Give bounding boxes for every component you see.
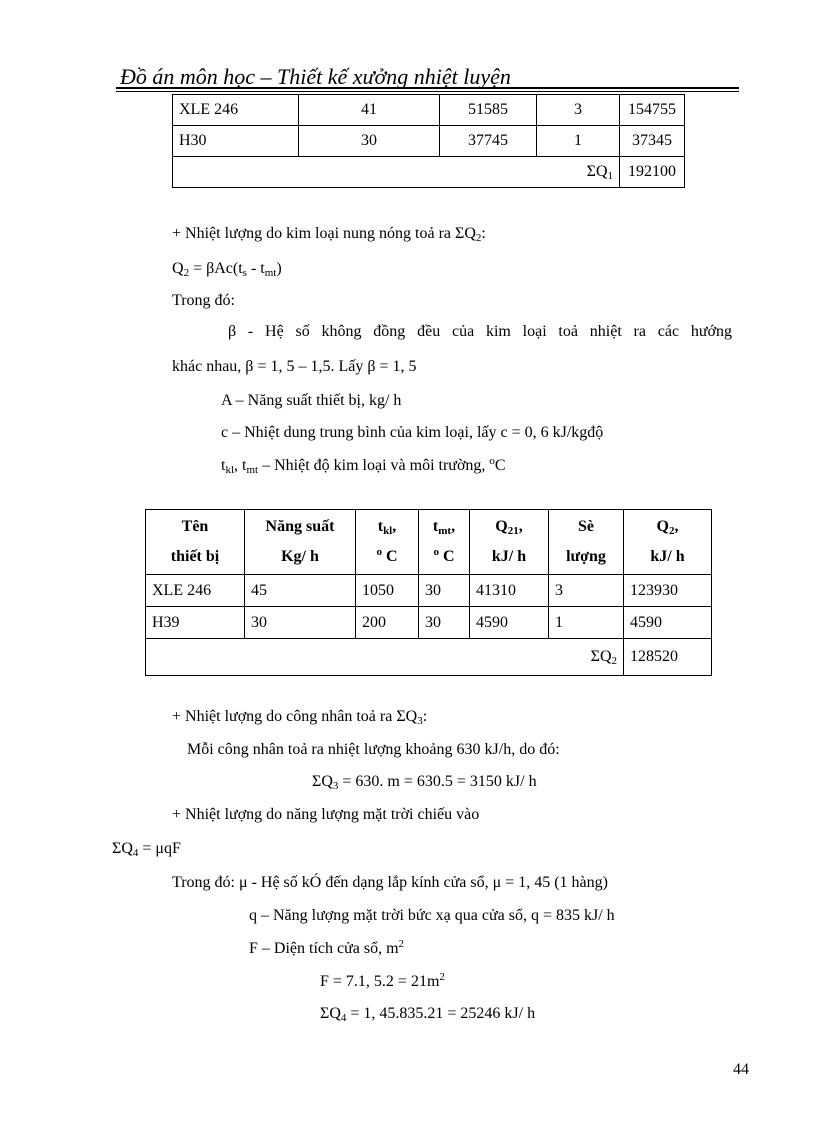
table-cell: 37345	[620, 126, 685, 157]
page-number: 44	[733, 1061, 749, 1078]
header-cell	[245, 510, 356, 575]
t-sup: o	[489, 455, 495, 467]
table-cell: 45	[245, 575, 356, 607]
q-definition: q – Năng lượng mặt trời bức xạ qua cửa sổ, q = 835 kJ/ h	[249, 907, 615, 924]
header-line: Tên	[181, 518, 209, 535]
heading-sub: 2	[475, 232, 482, 244]
formula-sub: mt	[264, 267, 277, 279]
table-row	[146, 575, 712, 607]
header-line: lượng	[566, 548, 606, 565]
section3-heading	[172, 708, 427, 726]
table-row	[146, 607, 712, 639]
header-line: ,	[392, 518, 397, 535]
header-line: ,	[518, 518, 523, 535]
formula-part: = μqF	[138, 840, 181, 857]
header-line: C	[381, 548, 398, 565]
table-cell: 51585	[440, 95, 537, 126]
table-cell: H39	[146, 607, 245, 639]
worker-heat-line: Mỗi công nhân toả ra nhiệt lượng khoảng 630 kJ/h, do đó:	[187, 741, 560, 758]
formula-part: = 1, 45.835.21 = 25246 kJ/ h	[346, 1005, 536, 1022]
page-header-title: Đồ án môn học – Thiết kế xưởng nhiệt luyện	[120, 64, 511, 89]
formula-sub: 4	[132, 847, 139, 859]
header-line: t	[432, 518, 439, 535]
f-sup: 2	[439, 971, 445, 983]
heading-end: :	[481, 225, 486, 242]
beta-line-2: khác nhau, β = 1, 5 – 1,5. Lấy β = 1, 5	[172, 358, 417, 375]
header-line: Kg/ h	[281, 548, 319, 565]
formula-sub: 2	[183, 267, 190, 279]
heading-text: + Nhiệt lượng do công nhân toả ra ΣQ	[172, 708, 418, 725]
sum-label-sub: 2	[611, 655, 617, 667]
c-definition: c – Nhiệt dung trung bình của kim loại, lấy c = 0, 6 kJ/kgđộ	[221, 424, 604, 441]
t-sub: mt	[246, 464, 259, 476]
table-row	[173, 157, 685, 188]
table-cell: 30	[245, 607, 356, 639]
header-sup: o	[433, 546, 439, 558]
a-definition: A – Năng suất thiết bị, kg/ h	[221, 392, 402, 409]
section2-heading	[172, 225, 486, 243]
header-line: ,	[674, 518, 679, 535]
formula-sub: 4	[340, 1012, 347, 1024]
header-line: Năng suất	[265, 518, 335, 535]
header-sub: kl	[383, 525, 393, 537]
table-cell: 37745	[440, 126, 537, 157]
t-part: – Nhiệt độ kim loại và môi trường,	[258, 457, 490, 474]
q4-result	[320, 1005, 535, 1023]
table-cell: 30	[419, 607, 470, 639]
trong-do-label: Trong đó:	[172, 292, 235, 309]
q2-formula	[172, 260, 282, 278]
header-cell	[470, 510, 549, 575]
table-cell: 30	[419, 575, 470, 607]
header-line: thiết bị	[170, 548, 220, 565]
header-sup: o	[376, 546, 382, 558]
sum-label: ΣQ	[590, 648, 612, 665]
header-cell	[356, 510, 419, 575]
sum-label-sub: 1	[607, 170, 613, 182]
t-sub: kl	[225, 464, 235, 476]
table-row	[173, 126, 685, 157]
formula-part: = 630. m = 630.5 = 3150 kJ/ h	[338, 773, 537, 790]
table-header-row	[146, 510, 712, 575]
header-line: t	[377, 518, 384, 535]
table-cell: XLE 246	[173, 95, 299, 126]
table-cell: 30	[299, 126, 440, 157]
f-definition	[249, 940, 404, 958]
table-cell: 4590	[624, 607, 712, 639]
table-cell: 41	[299, 95, 440, 126]
table-row	[173, 95, 685, 126]
t-part: , t	[234, 457, 247, 474]
formula-part: - t	[246, 260, 265, 277]
table-cell: 3	[537, 95, 620, 126]
header-divider	[116, 87, 739, 89]
header-divider-thin	[116, 91, 739, 92]
table-q1	[172, 94, 685, 188]
header-sub: 21	[507, 525, 519, 537]
f-sup: 2	[398, 938, 405, 950]
heading-sub: 3	[417, 715, 423, 727]
mu-definition: Trong đó: μ - Hệ số kÓ đến dạng lắp kính cửa sổ, μ = 1, 45 (1 hàng)	[172, 874, 608, 891]
q4-formula	[112, 840, 181, 858]
t-part: t	[221, 457, 226, 474]
f-part: F = 7.1, 5.2 = 21m	[320, 973, 440, 990]
header-sub: 2	[668, 525, 675, 537]
table-cell: 1	[537, 126, 620, 157]
table-cell: 1050	[356, 575, 419, 607]
t-definition	[221, 457, 506, 475]
formula-part: ΣQ	[312, 773, 333, 790]
formula-part: ΣQ	[320, 1005, 341, 1022]
header-cell	[419, 510, 470, 575]
t-part: C	[494, 457, 506, 474]
header-line: kJ/ h	[491, 548, 527, 565]
table-q2	[145, 509, 712, 676]
table-cell: 41310	[470, 575, 549, 607]
formula-sub: 3	[332, 780, 339, 792]
table-cell: 4590	[470, 607, 549, 639]
header-line: kJ/ h	[650, 548, 685, 565]
heading-end: :	[422, 708, 428, 725]
header-line: ,	[451, 518, 456, 535]
formula-part: )	[276, 260, 282, 277]
header-cell	[146, 510, 245, 575]
section4-heading: + Nhiệt lượng do năng lượng mặt trời chiếu vào	[172, 806, 480, 823]
header-sub: mt	[438, 525, 452, 537]
header-cell	[549, 510, 624, 575]
formula-sub: s	[242, 267, 247, 279]
table-cell: 200	[356, 607, 419, 639]
q3-formula	[312, 773, 537, 791]
header-line: Q	[656, 518, 669, 535]
sum-label-cell	[146, 639, 624, 676]
formula-part: Q	[172, 260, 184, 277]
formula-part: ΣQ	[112, 840, 133, 857]
sum-label-cell	[173, 157, 620, 188]
f-calculation	[320, 973, 445, 991]
header-line: C	[438, 548, 455, 565]
sum-label: ΣQ	[586, 163, 608, 180]
table-cell: 154755	[620, 95, 685, 126]
formula-part: = βAc(t	[189, 260, 243, 277]
sum-value-cell: 128520	[624, 639, 712, 676]
f-part: F – Diện tích cửa sổ, m	[249, 940, 399, 957]
table-row	[146, 639, 712, 676]
beta-line-1: β - Hệ số không đồng đều của kim loại toả nhiệt ra các hướng	[228, 323, 732, 340]
table-cell: XLE 246	[146, 575, 245, 607]
table-cell: 3	[549, 575, 624, 607]
table-cell: 1	[549, 607, 624, 639]
header-cell	[624, 510, 712, 575]
heading-text: + Nhiệt lượng do kim loại nung nóng toả ra ΣQ	[172, 225, 476, 242]
header-line: Sè	[578, 518, 594, 535]
header-line: Q	[495, 518, 508, 535]
table-cell: H30	[173, 126, 299, 157]
sum-value-cell: 192100	[620, 157, 685, 188]
table-cell: 123930	[624, 575, 712, 607]
